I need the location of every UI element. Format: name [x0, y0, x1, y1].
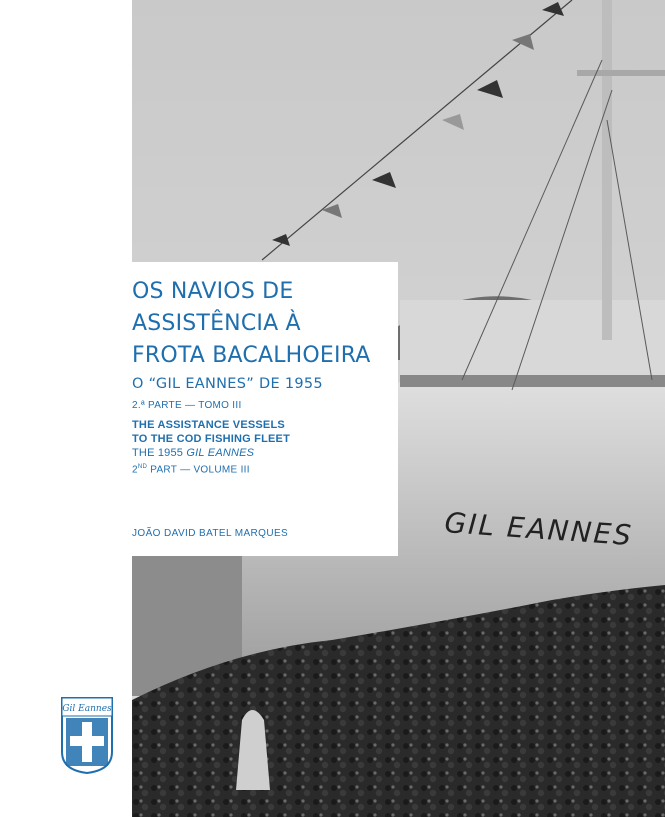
subtitle-en-prefix: THE 1955 — [132, 447, 187, 459]
author: JOÃO DAVID BATEL MARQUES — [132, 528, 289, 539]
title-en-line: TO THE COD FISHING FLEET — [132, 433, 290, 445]
subtitle-en-italic: GIL EANNES — [186, 447, 255, 459]
logo-text: Gil Eannes — [62, 704, 112, 714]
left-margin — [0, 0, 132, 817]
main-title-line: OS NAVIOS DE — [132, 279, 294, 304]
volume-en-number: 2 — [132, 464, 138, 476]
volume-en-rest: PART — VOLUME III — [147, 464, 250, 476]
main-title-line: FROTA BACALHOEIRA — [132, 343, 371, 368]
title-en — [132, 418, 398, 446]
title-en-line: THE ASSISTANCE VESSELS — [132, 419, 285, 431]
volume-en-sup: ND — [137, 464, 148, 470]
main-title-line: ASSISTÊNCIA À — [132, 311, 301, 336]
subtitle-en — [132, 446, 398, 460]
title-panel — [118, 262, 398, 556]
ship-name-painted: GIL EANNES — [443, 506, 635, 553]
volume-en — [132, 460, 398, 477]
volume-pt: 2.ª PARTE — TOMO III — [132, 400, 242, 411]
main-title — [132, 276, 398, 372]
subtitle-pt: O “GIL EANNES” DE 1955 — [132, 376, 323, 392]
gil-eannes-logo — [60, 696, 114, 774]
